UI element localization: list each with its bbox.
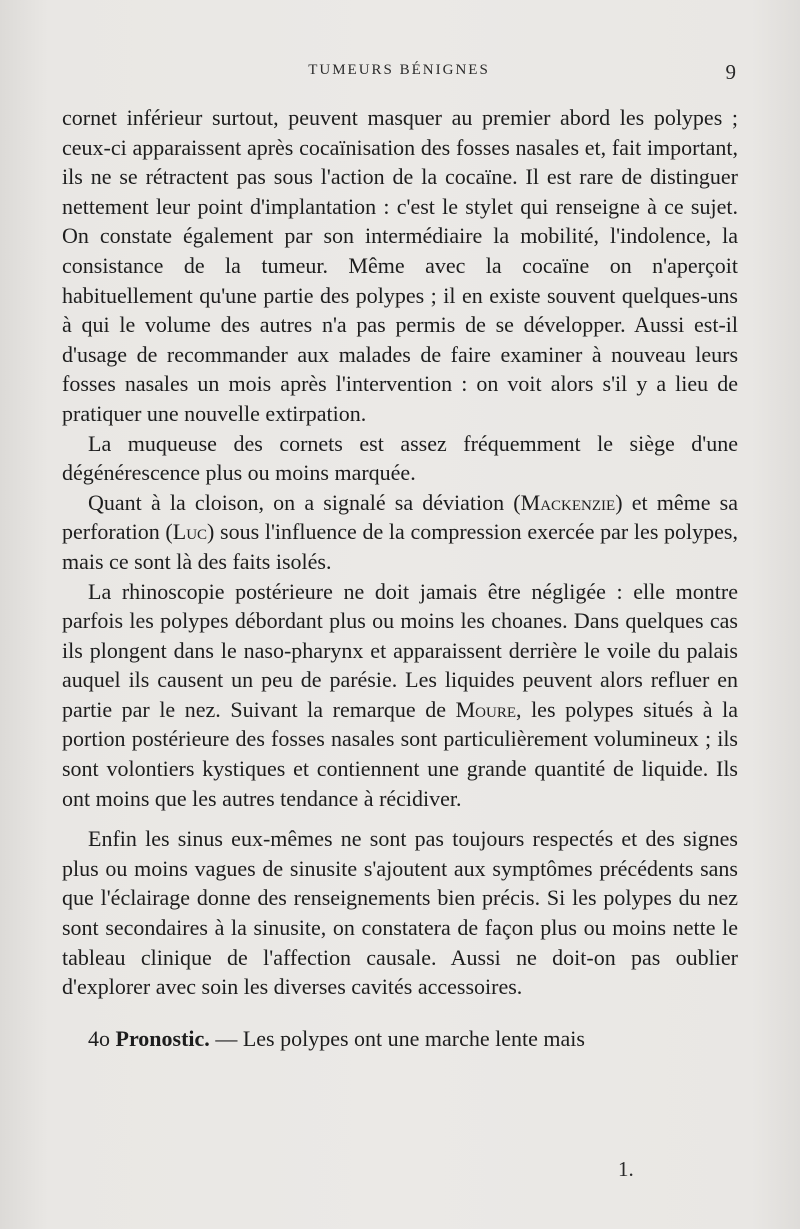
- running-title: TUMEURS BÉNIGNES: [308, 62, 490, 78]
- text-run: Quant à la cloison, on a signalé sa déviation (: [88, 489, 521, 515]
- section-text: Les polypes ont une marche lente mais: [242, 1025, 585, 1051]
- paragraph: [62, 488, 738, 577]
- text-run: Enfin les sinus eux-mêmes ne sont pas toujours respectés et des signes plus ou moins vagues de sinusite s'ajoutent aux symptômes précédents sans que l'éclairage donne des renseignements bien précis. Si les polypes du nez sont secondaires à la sinusite, on constatera de façon plus ou moins nette le tableau clinique de l'affection causale. Aussi ne doit-on pas oublier d'explorer avec soin les diverses cavités accessoires.: [62, 826, 738, 1000]
- paragraph: [62, 824, 738, 1002]
- section-number: 4o: [88, 1025, 110, 1051]
- section-dash: —: [209, 1025, 243, 1051]
- body-text: [62, 103, 738, 1053]
- section-heading-line: [62, 1024, 738, 1054]
- author-name: Luc: [172, 519, 208, 545]
- page-header: [62, 62, 736, 86]
- paragraph: [62, 103, 738, 429]
- author-name: Mackenzie: [520, 489, 616, 515]
- text-run: ) sous l'influence de la compression exercée par les polypes, mais ce sont là des faits isolés.: [62, 519, 738, 574]
- signature-mark: 1.: [618, 1157, 634, 1181]
- text-run: La muqueuse des cornets est assez fréquemment le siège d'une dégénérescence plus ou moins marquée.: [62, 430, 738, 486]
- text-run: , les polypes situés à la portion postérieure des fosses nasales sont particulièrement volumineux ; ils sont volontiers kystiques et contiennent une grande quantité de liquide. Ils ont moins que les autres tendance à récidiver.: [62, 696, 738, 811]
- page-number: 9: [725, 60, 736, 84]
- author-name: Moure: [455, 696, 516, 722]
- paragraph: [62, 429, 738, 488]
- text-run: cornet inférieur surtout, peuvent masquer au premier abord les polypes ; ceux-ci apparaissent après cocaïnisation des fosses nasales et, fait important, ils ne se rétractent pas sous l'action de la cocaïne. Il est rare de distinguer nettement leur point d'implantation : c'est le stylet qui renseigne à ce sujet. On constate également par son intermédiaire la mobilité, l'indolence, la consistance de la tumeur. Même avec la cocaïne on n'aperçoit habituellement qu'une partie des polypes ; il en existe souvent quelques-uns à qui le volume des autres n'a pas permis de se développer. Aussi est-il d'usage de recommander aux malades de faire examiner à nouveau leurs fosses nasales un mois après l'intervention : on voit alors s'il y a lieu de pratiquer une nouvelle extirpation.: [62, 105, 738, 426]
- section-title: Pronostic.: [115, 1025, 210, 1051]
- paragraph: [62, 577, 738, 814]
- text-run: ) et même sa perforation (: [62, 489, 738, 545]
- text-run: La rhinoscopie postérieure ne doit jamais être négligée : elle montre parfois les polypes débordant plus ou moins les choanes. Dans quelques cas ils plongent dans le naso-pharynx et apparaissent derrière le voile du palais auquel ils causent un peu de parésie. Les liquides peuvent alors refluer en partie par le nez. Suivant la remarque de: [62, 578, 738, 722]
